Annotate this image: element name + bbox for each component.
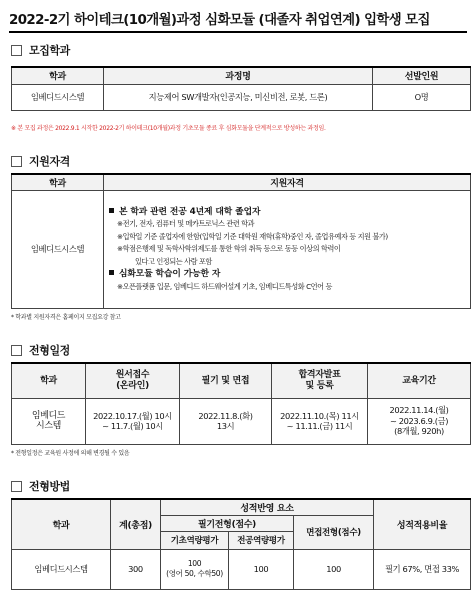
qualification-table	[11, 173, 471, 309]
header-quota: 선발인원	[373, 67, 471, 84]
schedule-table	[11, 362, 471, 445]
header-dept: 학과	[12, 174, 104, 190]
header-period: 교육기간	[368, 363, 471, 398]
qualification-subline: ※학점은행제 및 독학사학위제도를 통한 학위 취득 등으로 동등 이상의 학력이	[117, 244, 341, 254]
header-dept: 학과	[12, 363, 86, 398]
header-basic: 기초역량평가	[161, 531, 229, 549]
header-application: 원서접수 (온라인)	[86, 363, 180, 398]
qualification-subline: ※오픈플랫폼 입문, 임베디드 하드웨어설계 기초, 임베디드특성화 C언어 등	[117, 281, 332, 291]
qualification-item-title: 본 학과 관련 전공 4년제 대학 졸업자	[119, 206, 261, 217]
recruit-note: ※ 본 모집 과정은 2022.9.1 시작한 2022-2기 하이테크(10개월)과정 기초모듈 종료 후 심화모듈을 단계적으로 방성하는 과정임.	[11, 125, 326, 132]
cell-dept: 임베디드시스템	[12, 549, 111, 589]
section-title: 지원자격	[29, 155, 70, 168]
cell-dept: 임베디드 시스템	[12, 398, 86, 444]
bullet-square-icon	[109, 208, 114, 213]
qualification-subline: ※전기, 전자, 컴퓨터 및 메카트로닉스 관련 학과	[117, 219, 255, 229]
cell-basic: 100 (영어 50, 수학50)	[161, 549, 229, 589]
header-exam: 필기 및 면접	[180, 363, 272, 398]
bullet-square-icon	[109, 270, 114, 275]
checkbox-icon	[11, 481, 22, 492]
header-announcement: 합격자발표 및 등록	[272, 363, 368, 398]
cell-application: 2022.10.17.(월) 10시 ~ 11.7.(월) 10시	[86, 398, 180, 444]
checkbox-icon	[11, 45, 22, 56]
header-total: 계(총점)	[111, 499, 161, 549]
header-written: 필기전형(점수)	[161, 515, 294, 531]
cell-quota: O명	[373, 84, 471, 110]
section-title: 전형방법	[29, 480, 70, 493]
cell-full: 100	[229, 549, 294, 589]
checkbox-icon	[11, 345, 22, 356]
cell-exam: 2022.11.8.(화) 13시	[180, 398, 272, 444]
qualification-detail	[104, 190, 471, 308]
checkbox-icon	[11, 156, 22, 167]
cell-total: 300	[111, 549, 161, 589]
title-divider	[9, 31, 467, 33]
header-interview: 면접전형(점수)	[294, 515, 374, 549]
recruit-table	[11, 66, 471, 111]
cell-dept: 임베디드시스템	[12, 190, 104, 308]
section-heading-method	[11, 478, 70, 494]
cell-period: 2022.11.14.(월) ~ 2023.6.9.(금) (8개월, 920h)	[368, 398, 471, 444]
schedule-note: * 전형일정은 교육원 사정에 의해 변경될 수 있음	[11, 450, 130, 457]
qualification-subline: ※입학일 기준 졸업자에 한함(입학일 기준 대학원 재학(휴학)중인 자, 졸업유예자 등 지원 불가)	[117, 231, 388, 241]
cell-ratio: 필기 67%, 면접 33%	[374, 549, 471, 589]
qualification-item-title: 심화모듈 학습이 가능한 자	[119, 269, 221, 280]
qualification-subline: 있다고 인정되는 사람 포함	[135, 256, 212, 266]
section-title: 모집학과	[29, 44, 70, 57]
cell-course: 지능제어 SW개발자(인공지능, 미신비전, 로봇, 드론)	[104, 84, 373, 110]
cell-interview: 100	[294, 549, 374, 589]
header-score-elements: 성적반영 요소	[161, 499, 374, 515]
header-course: 과정명	[104, 67, 373, 84]
header-full: 전공역량평가	[229, 531, 294, 549]
header-dept: 학과	[12, 499, 111, 549]
method-table	[11, 498, 471, 590]
cell-dept: 임베디드시스템	[12, 84, 104, 110]
header-ratio: 성적적용비율	[374, 499, 471, 549]
section-title: 전형일정	[29, 344, 70, 357]
qualification-note: * 학과별 지원자격은 홈페이지 모집요강 참고	[11, 314, 121, 321]
page-title: 2022-2기 하이테크(10개월)과정 심화모듈 (대졸자 취업연계) 입학생 모집	[9, 13, 430, 28]
cell-announcement: 2022.11.10.(목) 11시 ~ 11.11.(금) 11시	[272, 398, 368, 444]
section-heading-schedule	[11, 342, 70, 358]
header-qualification: 지원자격	[104, 174, 471, 190]
section-heading-qualification	[11, 153, 70, 169]
qualification-item	[109, 268, 466, 281]
qualification-item	[109, 206, 466, 219]
header-dept: 학과	[12, 67, 104, 84]
section-heading-recruit	[11, 42, 70, 58]
